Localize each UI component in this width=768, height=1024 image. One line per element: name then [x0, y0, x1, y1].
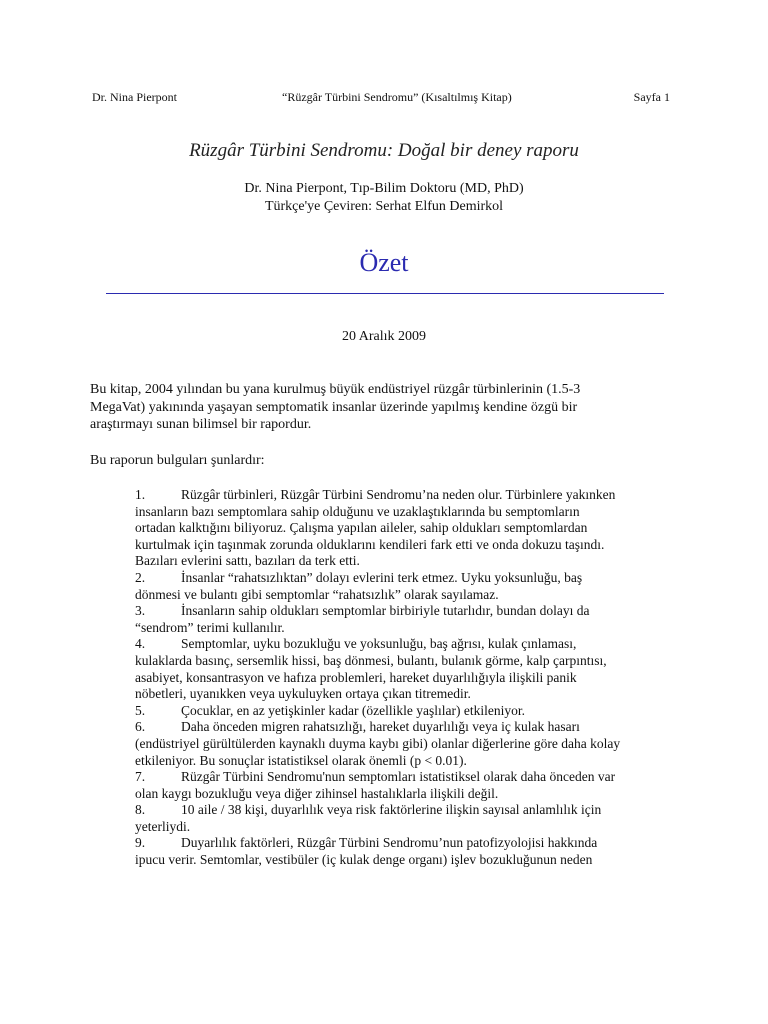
finding-item: [135, 603, 680, 636]
finding-text: etkileniyor. Bu sonuçlar istatistiksel olarak önemli (p < 0.01).: [135, 752, 467, 768]
finding-line: [135, 603, 680, 620]
finding-line: [135, 670, 680, 687]
finding-text: olan kaygı bozukluğu veya diğer zihinsel hastalıklarla ilişkili değil.: [135, 785, 499, 801]
finding-text: kurtulmak için taşınmak zorunda olduklarını kendileri fark etti ve onda dokuzu taşındı.: [135, 536, 605, 552]
finding-line: [135, 553, 680, 570]
finding-line: [135, 686, 680, 703]
intro-line: MegaVat) yakınında yaşayan semptomatik insanlar üzerinde yapılmış kendine özgü bir: [90, 399, 578, 415]
finding-line: [135, 703, 680, 720]
finding-line: [135, 487, 680, 504]
finding-number: 9.: [135, 835, 146, 851]
finding-text: Rüzgâr türbinleri, Rüzgâr Türbini Sendromu’na neden olur. Türbinlere yakınken: [181, 487, 616, 502]
finding-text: 10 aile / 38 kişi, duyarlılık veya risk faktörlerine ilişkin sayısal anlamlılık için: [181, 802, 602, 818]
finding-text: asabiyet, konsantrasyon ve hafıza problemleri, hareket duyarlılığıyla ilişkili panik: [135, 669, 577, 685]
finding-text: kulaklarda basınç, sersemlik hissi, baş dönmesi, bulantı, bulanık görme, kalp çarpıntısı,: [135, 652, 607, 668]
header-author: Dr. Nina Pierpont: [92, 90, 177, 104]
finding-item: [135, 703, 680, 720]
header-page-number: Sayfa 1: [633, 90, 670, 104]
document-title: Rüzgâr Türbini Sendromu: Doğal bir deney raporu: [189, 140, 579, 161]
finding-number: 4.: [135, 636, 146, 652]
finding-line: [135, 570, 680, 587]
finding-item: [135, 802, 680, 835]
finding-number: 7.: [135, 769, 146, 785]
finding-text: Bazıları evlerini sattı, bazıları da terk etti.: [135, 553, 360, 569]
finding-item: [135, 769, 680, 802]
finding-number: 3.: [135, 603, 146, 619]
finding-text: ortadan kalktığını biliyoruz. Çalışma yapılan aileler, sahip oldukları semptomlardan: [135, 520, 588, 536]
finding-text: dönmesi ve bulantı gibi semptomlar “rahatsızlık” olarak sayılamaz.: [135, 586, 499, 602]
page-header: [92, 90, 670, 108]
finding-text: nöbetleri, uyanıkken veya uykuluyken ortaya çıkan titremedir.: [135, 686, 471, 702]
finding-line: [135, 753, 680, 770]
finding-line: [135, 852, 680, 869]
finding-line: [135, 537, 680, 554]
intro-paragraph: [90, 381, 650, 434]
finding-line: [135, 620, 680, 637]
finding-line: [135, 636, 680, 653]
finding-item: [135, 570, 680, 603]
finding-line: [135, 587, 680, 604]
finding-line: [135, 802, 680, 819]
finding-text: İnsanlar “rahatsızlıktan” dolayı evlerini terk etmez. Uyku yoksunluğu, baş: [181, 569, 583, 585]
finding-line: [135, 835, 680, 852]
finding-item: [135, 835, 680, 868]
heading-divider: [106, 293, 664, 294]
finding-text: ipucu verir. Semtomlar, vestibüler (iç kulak denge organı) işlev bozukluğunun neden: [135, 852, 593, 868]
finding-text: İnsanların sahip oldukları semptomlar birbiriyle tutarlıdır, bundan dolayı da: [181, 603, 590, 619]
finding-line: [135, 719, 680, 736]
finding-line: [135, 736, 680, 753]
finding-number: 8.: [135, 802, 146, 818]
finding-line: [135, 520, 680, 537]
finding-line: [135, 786, 680, 803]
finding-text: yeterliydi.: [135, 818, 191, 834]
intro-line: Bu kitap, 2004 yılından bu yana kurulmuş büyük endüstriyel rüzgâr türbinlerinin (1.5-3: [90, 382, 581, 397]
intro-line: araştırmayı sunan bilimsel bir rapordur.: [90, 417, 312, 432]
finding-line: [135, 769, 680, 786]
abstract-heading: Özet: [359, 248, 409, 277]
finding-text: Duyarlılık faktörleri, Rüzgâr Türbini Sendromu’nun patofizyolojisi hakkında: [181, 835, 598, 851]
author-line: Dr. Nina Pierpont, Tıp-Bilim Doktoru (MD, PhD): [244, 181, 524, 196]
findings-label: Bu raporun bulguları şunlardır:: [90, 453, 265, 468]
finding-line: [135, 653, 680, 670]
finding-item: [135, 487, 680, 570]
author-block: [0, 180, 768, 216]
finding-item: [135, 636, 680, 702]
findings-list: [135, 487, 680, 869]
finding-number: 1.: [135, 487, 146, 502]
finding-text: Semptomlar, uyku bozukluğu ve yoksunluğu, baş ağrısı, kulak çınlaması,: [181, 636, 577, 652]
translator-line: Türkçe'ye Çeviren: Serhat Elfun Demirkol: [264, 199, 504, 214]
finding-number: 6.: [135, 719, 146, 735]
document-date: 20 Aralık 2009: [342, 329, 426, 344]
header-book-title: “Rüzgâr Türbini Sendromu” (Kısaltılmış Kitap): [282, 90, 512, 104]
finding-text: “sendrom” terimi kullanılır.: [135, 619, 285, 635]
finding-item: [135, 719, 680, 769]
finding-line: [135, 819, 680, 836]
finding-number: 2.: [135, 569, 146, 585]
finding-text: Daha önceden migren rahatsızlığı, hareket duyarlılığı veya iç kulak hasarı: [181, 719, 580, 735]
finding-text: Çocuklar, en az yetişkinler kadar (özellikle yaşlılar) etkileniyor.: [181, 702, 525, 718]
finding-text: (endüstriyel gürültülerden kaynaklı duyma kaybı gibi) olanlar diğerlerine göre daha kolay: [135, 735, 621, 751]
finding-line: [135, 504, 680, 521]
finding-text: insanların bazı semptomlara sahip olduğunu ve uzaklaştıklarında bu semptomların: [135, 503, 580, 519]
finding-text: Rüzgâr Türbini Sendromu'nun semptomları istatistiksel olarak daha önceden var: [181, 769, 616, 785]
finding-number: 5.: [135, 702, 146, 718]
